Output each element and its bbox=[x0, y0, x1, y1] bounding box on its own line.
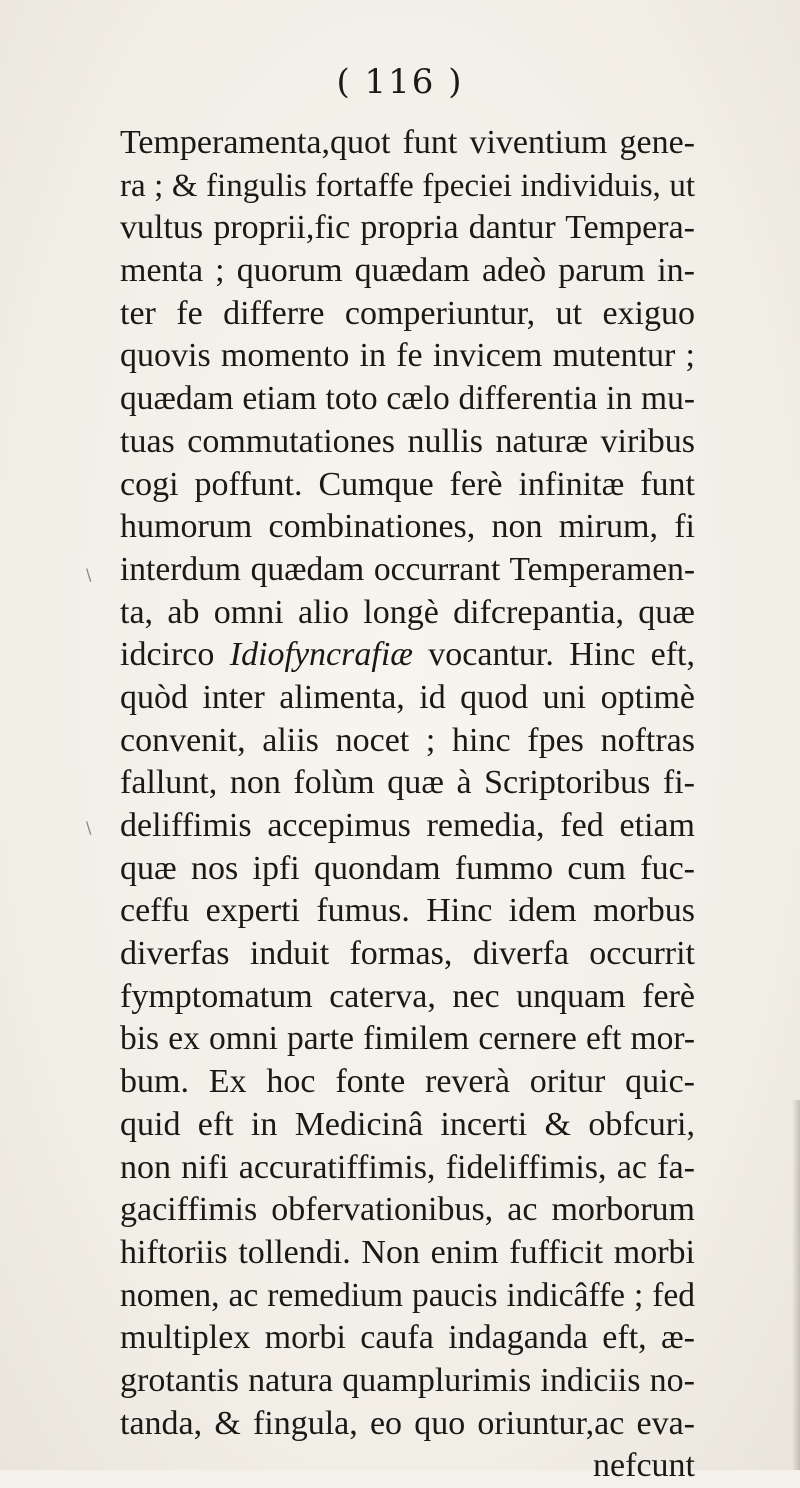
text-line: tuas commutationes nullis naturæ viribus bbox=[120, 422, 695, 460]
text-line: deliffimis accepimus remedia, fed etiam bbox=[120, 807, 695, 844]
text-line: bum. Ex hoc fonte reverà oritur quic- bbox=[120, 1063, 695, 1101]
text-line: grotantis natura quamplurimis indiciis no- bbox=[120, 1361, 695, 1399]
text-line: fymptomatum caterva, nec unquam ferè bbox=[120, 977, 695, 1015]
text-line: humorum combinationes, non mirum, fi bbox=[120, 508, 695, 546]
margin-mark-left: \ bbox=[86, 818, 92, 837]
text-line: idcirco Idiofyncrafiæ vocantur. Hinc eft, bbox=[120, 636, 695, 674]
text-line: quæ nos ipfi quondam fummo cum fuc- bbox=[120, 849, 695, 887]
text-line: ta, ab omni alio longè difcrepantia, quæ bbox=[120, 593, 695, 631]
text-line: vultus proprii,fic propria dantur Tempera- bbox=[120, 209, 695, 247]
text-line: ter fe differre comperiuntur, ut exiguo bbox=[120, 294, 695, 332]
text-line: multiplex morbi caufa indaganda eft, æ- bbox=[120, 1319, 695, 1357]
text-line: Temperamenta,quot funt viventium gene- bbox=[120, 124, 695, 161]
text-line: convenit, aliis nocet ; hinc fpes noftras bbox=[120, 721, 695, 759]
text-line: nomen, ac remedium paucis indicâffe ; fed bbox=[120, 1276, 695, 1314]
text-line: fallunt, non folùm quæ à Scriptoribus fi- bbox=[120, 764, 695, 802]
text-line: ceffu experti fumus. Hinc idem morbus bbox=[120, 892, 695, 930]
text-line: cogi poffunt. Cumque ferè infinitæ funt bbox=[120, 465, 695, 503]
text-line: quædam etiam toto cælo differentia in mu- bbox=[120, 380, 695, 418]
margin-mark-left: \ bbox=[86, 565, 92, 584]
page-number: ( 116 ) bbox=[336, 62, 464, 102]
text-line: diverfas induit formas, diverfa occurrit bbox=[120, 935, 695, 973]
text-line: nefcunt bbox=[593, 1447, 695, 1485]
text-line: ra ; & fingulis fortaffe fpeciei individuis, ut bbox=[120, 167, 695, 204]
italic-term: Idiofyncrafiæ bbox=[229, 636, 413, 674]
text-line: gaciffimis obfervationibus, ac morborum bbox=[120, 1191, 695, 1229]
text-line: quid eft in Medicinâ incerti & obfcuri, bbox=[120, 1105, 695, 1143]
page-edge-shadow bbox=[792, 1100, 800, 1470]
text-line: quovis momento in fe invicem mutentur ; bbox=[120, 337, 695, 375]
text-line: quòd inter alimenta, id quod uni optimè bbox=[120, 678, 695, 716]
text-line: menta ; quorum quædam adeò parum in- bbox=[120, 252, 695, 290]
text-line: non nifi accuratiffimis, fideliffimis, ac fa- bbox=[120, 1148, 695, 1186]
text-line: bis ex omni parte fimilem cernere eft mor- bbox=[120, 1020, 695, 1058]
text-line: tanda, & fingula, eo quo oriuntur,ac eva- bbox=[120, 1404, 695, 1442]
text-line: hiftoriis tollendi. Non enim fufficit morbi bbox=[120, 1233, 695, 1271]
text-line: interdum quædam occurrant Temperamen- bbox=[120, 550, 695, 588]
body-text bbox=[120, 122, 695, 1488]
